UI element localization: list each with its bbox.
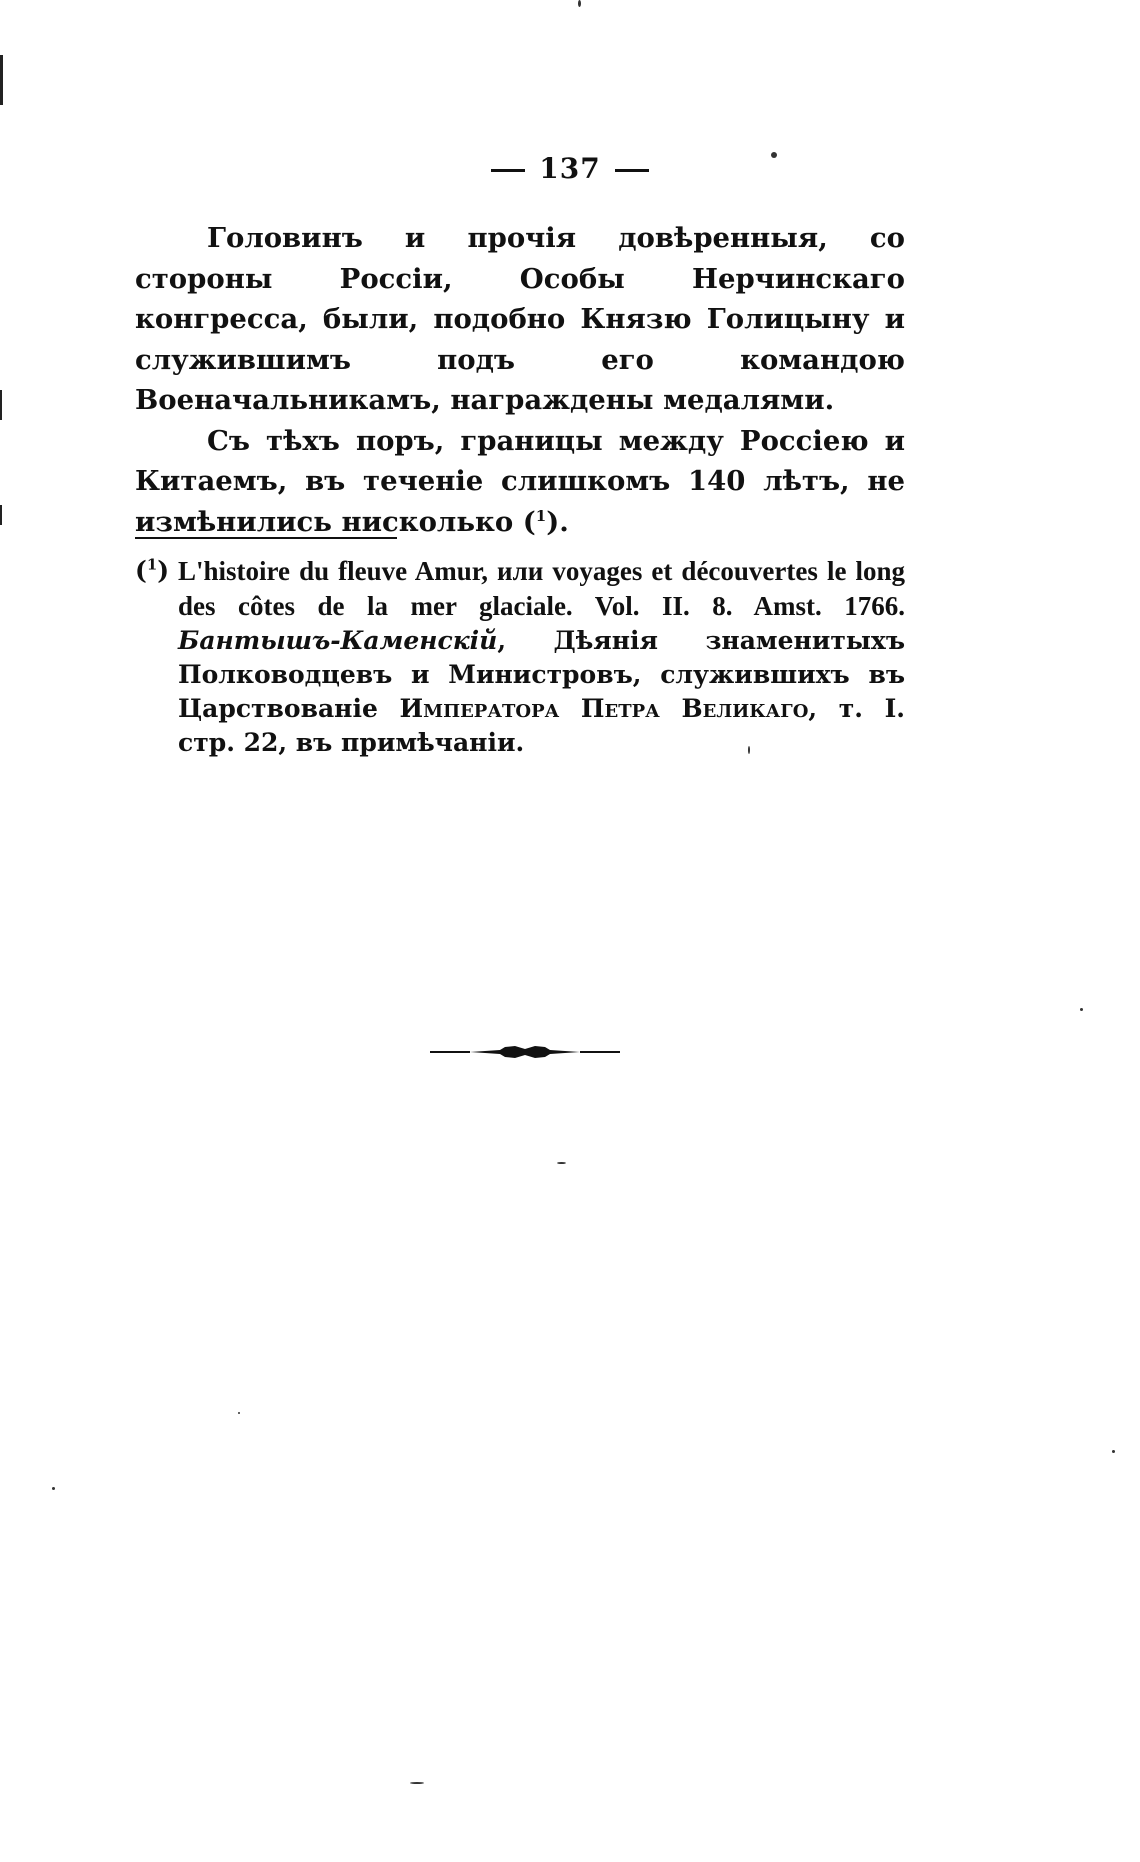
scan-speck (578, 0, 581, 7)
page-number (0, 152, 1140, 185)
scan-speck (1080, 1008, 1083, 1011)
scan-speck (410, 1782, 424, 1784)
footnote-ref: 1 (535, 506, 547, 525)
footnote-author: Бантышъ-Каменскій (178, 626, 498, 655)
paragraph-2: Съ тѣхъ поръ, границы между Россіею и Китаемъ, въ теченіе слишкомъ 140 лѣтъ, не измѣнились нисколько ($^1$). (135, 424, 905, 538)
footnote-body (178, 554, 905, 760)
scan-speck (557, 1162, 566, 1164)
footnote (135, 554, 905, 760)
scan-edge-mark (0, 390, 2, 420)
scan-edge-mark (0, 505, 2, 525)
footnote-marker: ($^1$) (135, 555, 170, 585)
page-number-value: 137 (539, 152, 601, 185)
footnote-emperor: Императора Петра Великаго (399, 694, 809, 723)
paragraph-1: Головинъ и прочія довѣренныя, со стороны Россіи, Особы Нерчинскаго конгресса, были, подобно Князю Голицыну и служившимъ подъ его командою Военачальникамъ, награждены медалями. (135, 222, 905, 416)
tailpiece-ornament-icon (430, 1042, 620, 1062)
scan-speck (238, 1412, 240, 1414)
page-number-dash-left (491, 169, 525, 172)
footnote-ending: , т. I. стр. 22, въ примѣчаніи. (178, 694, 906, 757)
scan-speck (52, 1487, 55, 1490)
page-number-dash-right (615, 169, 649, 172)
scan-speck (748, 746, 750, 754)
main-text (135, 218, 905, 542)
scan-edge-mark (0, 55, 3, 105)
footnote-work-title: , Дѣянія знаменитыхъ Полководцевъ и Министровъ, служившихъ въ Царствованіе (178, 626, 905, 723)
scan-speck (1112, 1450, 1115, 1453)
footnote-latin-citation: L'histoire du fleuve Amur, или voyages et découvertes le long des côtes de la mer glaciale. Vol. II. 8. Amst. 1766. (178, 556, 905, 621)
footnote-separator (135, 537, 397, 539)
scan-speck (771, 152, 777, 158)
